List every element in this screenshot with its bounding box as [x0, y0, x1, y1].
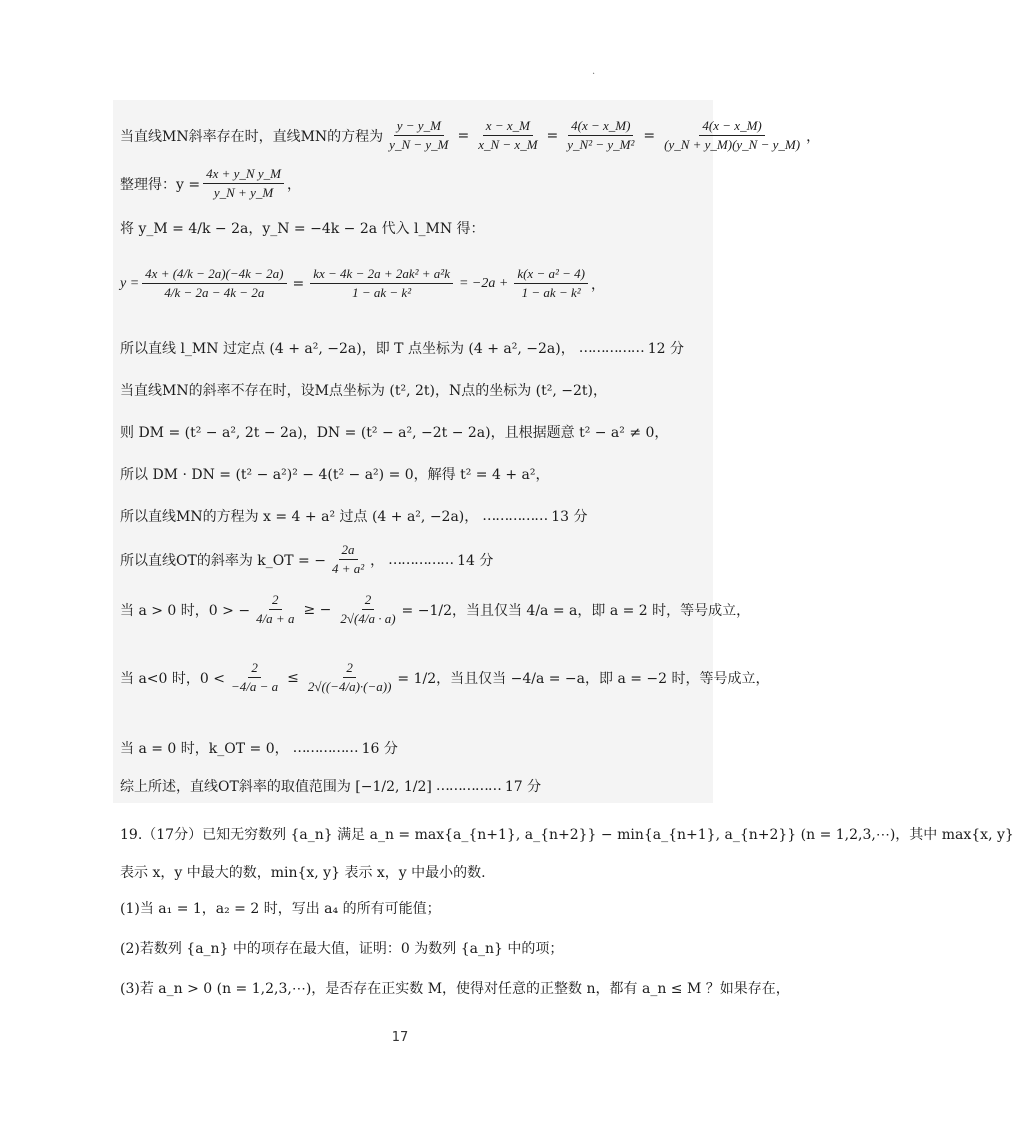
fraction: $\frac{2}{2√(4/a \cdot a)}$: [340, 592, 396, 626]
fraction: $\frac{y - y\_M}{y\_N - y\_M}$: [389, 118, 449, 152]
solution-line-11: 当 a > 0 时，0 > − $\frac{2}{4/a + a}$ ≥ − $\frac{2}{2√(4/a \cdot a)}$ = −1/2，当且仅当 4/a = a，即 a = 2 时，等号成立，: [120, 592, 751, 626]
solution-line-12: 当 a<0 时，0 < $\frac{2}{-4/a - a}$ ≤ $\frac{2}{2√((-4/a)\cdot(-a))}$ = 1/2，当且仅当 −4/a = −a，即 a = −2 时，等号成立，: [120, 660, 770, 694]
fraction: $\frac{2}{4/a + a}$: [256, 592, 295, 626]
fraction: $\frac{2}{2√((-4/a)\cdot(-a))}$: [307, 660, 392, 694]
corner-mark: .: [592, 66, 596, 77]
fraction: $\frac{4x + (4/k - 2a)(-4k - 2a)}{4/k - 2a - 4k - 2a}$: [142, 266, 286, 301]
solution-line-5: 所以直线 l_MN 过定点 (4 + a², −2a)，即 T 点坐标为 (4 + a², −2a)， …………… 12 分: [120, 340, 684, 357]
fraction: $\frac{2a}{\text{4 + a²}}$: [331, 542, 365, 576]
solution-line-1: 当直线MN斜率存在时，直线MN的方程为 $\frac{y - y\_M}{y\_N - y\_M}$ = $\frac{x - x\_M}{x\_N - x\_M}$ = $\frac{4(x - x\_M)}{\text{y\_N² − y\_M²}}$ = $\frac{4(x - x\_M)}{(y\_N + y\_M)(y\_N - y\_M)}$ ，: [120, 118, 821, 152]
fraction: $\frac{\text{kx − 4k − 2a + 2ak² + a²k}}{\text{1 − ak − k²}}$: [310, 266, 453, 301]
solution-line-2: 整理得：y = $\frac{\text{4x + y\_N y\_M}}{y\_N + y\_M}$ ，: [120, 166, 301, 200]
solution-line-13: 当 a = 0 时，k_OT = 0， …………… 16 分: [120, 740, 398, 757]
solution-line-8: 所以 DM · DN = (t² − a²)² − 4(t² − a²) = 0，解得 t² = 4 + a²，: [120, 467, 550, 483]
score-mark: 13 分: [551, 509, 588, 525]
solution-line-9: 所以直线MN的方程为 x = 4 + a² 过点 (4 + a², −2a)， …………… 13 分: [120, 508, 588, 525]
score-mark: 16 分: [361, 741, 398, 757]
fraction: $\frac{2}{-4/a - a}$: [230, 660, 279, 694]
question-19-part-1: (1)当 a₁ = 1，a₂ = 2 时，写出 a₄ 的所有可能值；: [120, 901, 441, 917]
score-mark: 17 分: [504, 779, 542, 795]
score-mark: 12 分: [647, 341, 684, 357]
solution-line-14: 综上所述，直线OT斜率的取值范围为 [−1/2, 1/2] …………… 17 分: [120, 778, 542, 795]
fraction: $\frac{\text{4x + y\_N y\_M}}{y\_N + y\_M}$: [203, 166, 284, 201]
fraction: $\frac{\text{k(x − a² − 4)}}{\text{1 − ak − k²}}$: [514, 266, 588, 301]
fraction: $\frac{4(x - x\_M)}{\text{y\_N² − y\_M²}}$: [567, 118, 635, 152]
question-19-part-3: (3)若 a_n > 0 (n = 1,2,3,⋯)，是否存在正实数 M，使得对任意的正整数 n，都有 a_n ≤ M ？如果存在，: [120, 981, 790, 997]
question-19-part-2: (2)若数列 {a_n} 中的项存在最大值，证明：0 为数列 {a_n} 中的项；: [120, 941, 564, 957]
solution-line-3: 将 y_M = 4/k − 2a，y_N = −4k − 2a 代入 l_MN 得：: [120, 221, 485, 237]
solution-line-10: 所以直线OT的斜率为 k_OT = − $\frac{2a}{\text{4 + a²}}$ ， …………… 14 分: [120, 542, 494, 576]
solution-line-7: 则 DM = (t² − a², 2t − 2a)，DN = (t² − a², −2t − 2a)，且根据题意 t² − a² ≠ 0，: [120, 425, 669, 441]
fraction: $\frac{x - x\_M}{x\_N - x\_M}$: [478, 118, 538, 152]
solution-background: [113, 100, 713, 803]
fraction: $\frac{4(x - x\_M)}{(y\_N + y\_M)(y\_N - y\_M)}$: [664, 118, 801, 152]
score-mark: 14 分: [457, 552, 494, 569]
question-19-line-1: 19.（17分）已知无穷数列 {a_n} 满足 a_n = max{a_{n+1}, a_{n+2}} − min{a_{n+1}, a_{n+2}} (n = 1,2,3,⋯)，其中 max{x, y}: [120, 827, 1014, 843]
solution-line-4: y = $\frac{4x + (4/k - 2a)(-4k - 2a)}{4/k - 2a - 4k - 2a}$ = $\frac{\text{kx − 4k − 2a + 2ak² + a²k}}{\text{1 − ak − k²}}$ = −2a + $\frac{\text{k(x − a² − 4)}}{\text{1 − ak − k²}}$ ，: [120, 266, 605, 300]
line-text: 当直线MN斜率存在时，直线MN的方程为: [120, 128, 384, 145]
page-number: 17: [391, 1030, 409, 1045]
solution-line-6: 当直线MN的斜率不存在时，设M点坐标为 (t², 2t)，N点的坐标为 (t², −2t)，: [120, 383, 607, 399]
question-19-line-2: 表示 x，y 中最大的数，min{x, y} 表示 x，y 中最小的数.: [120, 865, 486, 881]
